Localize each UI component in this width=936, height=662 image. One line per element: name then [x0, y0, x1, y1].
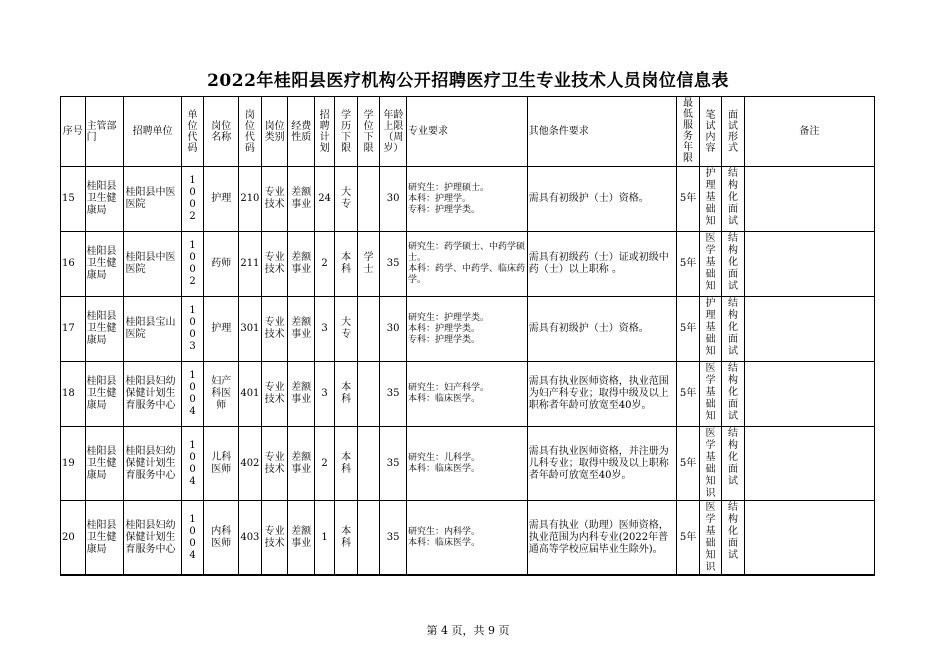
- cell-unit: 桂阳县妇幼保健计划生育服务中心: [124, 362, 181, 427]
- header-interview: 面试形式: [728, 109, 739, 154]
- header-unit-code: 单位代码: [187, 109, 198, 154]
- header-age: 年龄上限（周岁）: [383, 109, 404, 154]
- cell-unit-code: 1002: [189, 175, 196, 222]
- cell-major: 研究生：护理硕士。 本科：护理学。 专科：护理学类。: [406, 167, 527, 232]
- cell-post-type: 专业技术: [264, 317, 285, 340]
- cell-post-type: 专业技术: [264, 451, 285, 475]
- cell-dept: 桂阳县卫生健康局: [85, 362, 124, 427]
- cell-major: 研究生：内科学。 本科：临床医学。: [406, 501, 527, 576]
- cell-post-type: 专业技术: [264, 252, 285, 275]
- cell-other: 需具有执业医师资格，执业范围为妇产科专业；取得中级及以上职称者年龄可放宽至40岁。: [527, 362, 676, 427]
- cell-interview: 结构化面试: [728, 363, 739, 422]
- cell-post-name: 儿科医师: [211, 451, 232, 475]
- cell-other: 需具有执业（助理）医师资格，执业范围为内科专业(2022年普通高等学校应届毕业生除外)。: [527, 501, 676, 576]
- cell-interview: 结构化面试: [728, 428, 739, 487]
- cell-seq: 17: [61, 297, 86, 362]
- cell-funding: 差额事业: [291, 451, 312, 475]
- cell-edu: 本科: [341, 451, 352, 475]
- cell-degree: 学士: [363, 252, 374, 275]
- table-row: [61, 427, 875, 501]
- cell-unit-code: 1004: [189, 370, 196, 417]
- cell-remark: [744, 427, 874, 501]
- cell-post-name: 护理: [211, 323, 232, 334]
- cell-age: 30: [380, 297, 407, 362]
- cell-other: 需具有初级护（士）资格。: [527, 297, 676, 362]
- cell-edu: 大专: [341, 317, 352, 340]
- cell-written: 医学基础知识: [705, 502, 716, 573]
- cell-plan: 1: [314, 501, 334, 576]
- cell-post-code: 402: [239, 427, 262, 501]
- cell-funding: 差额事业: [291, 187, 312, 210]
- cell-remark: [744, 232, 874, 297]
- cell-other: 需具有执业医师资格，并注册为儿科专业；取得中级及以上职称者年龄可放宽至40岁。: [527, 427, 676, 501]
- header-major: 专业要求: [406, 97, 527, 167]
- cell-post-name: 药师: [211, 258, 232, 269]
- cell-dept: 桂阳县卫生健康局: [85, 167, 124, 232]
- page-footer: 第 4 页，共 9 页: [426, 624, 510, 637]
- header-seq: 序号: [61, 97, 86, 167]
- cell-unit: 桂阳县妇幼保健计划生育服务中心: [124, 427, 181, 501]
- cell-interview: 结构化面试: [728, 502, 739, 561]
- cell-service: 5年: [677, 501, 700, 576]
- cell-post-type: 专业技术: [264, 382, 285, 405]
- cell-plan: 3: [314, 362, 334, 427]
- cell-service: 5年: [677, 297, 700, 362]
- cell-post-type: 专业技术: [264, 525, 285, 549]
- cell-plan: 24: [314, 167, 334, 232]
- cell-post-code: 210: [239, 167, 262, 232]
- cell-unit: 桂阳县中医医院: [124, 167, 181, 232]
- table-row: [61, 297, 875, 362]
- cell-age: 35: [380, 362, 407, 427]
- cell-written: 护理基础知: [705, 168, 716, 227]
- cell-other: 需具有初级药（士）证或初级中药（士）以上职称 。: [527, 232, 676, 297]
- cell-major: 研究生：护理学类。 本科：护理学类。 专科：护理学类。: [406, 297, 527, 362]
- cell-plan: 2: [314, 427, 334, 501]
- cell-dept: 桂阳县卫生健康局: [85, 297, 124, 362]
- header-remark: 备注: [744, 97, 874, 167]
- cell-interview: 结构化面试: [728, 168, 739, 227]
- cell-remark: [744, 362, 874, 427]
- cell-edu: 大专: [341, 187, 352, 210]
- cell-age: 35: [380, 501, 407, 576]
- cell-unit: 桂阳县中医医院: [124, 232, 181, 297]
- cell-dept: 桂阳县卫生健康局: [85, 232, 124, 297]
- cell-post-type: 专业技术: [264, 187, 285, 210]
- cell-remark: [744, 297, 874, 362]
- cell-seq: 18: [61, 362, 86, 427]
- cell-major: 研究生：药学硕士、中药学硕士。 本科：药学、中药学、临床药学。: [406, 232, 527, 297]
- table-header-row: [61, 97, 875, 167]
- cell-interview: 结构化面试: [728, 298, 739, 357]
- header-service: 最低服务年限: [683, 98, 694, 164]
- header-plan: 招聘计划: [319, 109, 330, 154]
- header-dept: 主管部门: [85, 97, 124, 167]
- header-post-code: 岗位代码: [244, 109, 255, 154]
- cell-post-code: 403: [239, 501, 262, 576]
- cell-remark: [744, 167, 874, 232]
- positions-table: [60, 96, 875, 576]
- cell-funding: 差额事业: [291, 382, 312, 405]
- cell-post-code: 211: [239, 232, 262, 297]
- cell-written: 医学基础知识: [705, 428, 716, 499]
- cell-post-code: 401: [239, 362, 262, 427]
- table-row: [61, 167, 875, 232]
- table-row: [61, 501, 875, 576]
- cell-edu: 本科: [341, 382, 352, 405]
- cell-major: 研究生：妇产科学。 本科：临床医学。: [406, 362, 527, 427]
- cell-funding: 差额事业: [291, 525, 312, 549]
- header-unit: 招聘单位: [124, 97, 181, 167]
- cell-post-code: 301: [239, 297, 262, 362]
- cell-unit-code: 1003: [189, 305, 196, 352]
- cell-other: 需具有初级护（士）资格。: [527, 167, 676, 232]
- header-edu: 学历下限: [341, 109, 352, 154]
- cell-seq: 19: [61, 427, 86, 501]
- cell-major: 研究生：儿科学。 本科：临床医学。: [406, 427, 527, 501]
- cell-service: 5年: [677, 427, 700, 501]
- cell-age: 35: [380, 427, 407, 501]
- cell-seq: 15: [61, 167, 86, 232]
- cell-edu: 本科: [341, 252, 352, 275]
- cell-edu: 本科: [341, 525, 352, 549]
- cell-written: 医学基础知: [705, 233, 716, 292]
- cell-age: 35: [380, 232, 407, 297]
- cell-written: 护理基础知: [705, 298, 716, 357]
- cell-funding: 差额事业: [291, 317, 312, 340]
- cell-age: 30: [380, 167, 407, 232]
- table-row: [61, 362, 875, 427]
- cell-plan: 2: [314, 232, 334, 297]
- cell-funding: 差额事业: [291, 252, 312, 275]
- cell-interview: 结构化面试: [728, 233, 739, 292]
- cell-unit-code: 1002: [189, 240, 196, 287]
- cell-written: 医学基础知: [705, 363, 716, 422]
- cell-unit-code: 1004: [189, 513, 196, 561]
- header-degree: 学位下限: [363, 109, 374, 154]
- header-funding: 经费性质: [291, 120, 312, 143]
- header-post-name: 岗位名称: [211, 120, 232, 143]
- cell-dept: 桂阳县卫生健康局: [85, 427, 124, 501]
- cell-service: 5年: [677, 232, 700, 297]
- cell-service: 5年: [677, 167, 700, 232]
- cell-plan: 3: [314, 297, 334, 362]
- cell-seq: 20: [61, 501, 86, 576]
- cell-service: 5年: [677, 362, 700, 427]
- header-written: 笔试内容: [705, 109, 716, 154]
- cell-post-name: 妇产科医师: [211, 376, 232, 411]
- header-post-type: 岗位类别: [264, 120, 285, 143]
- page-title: 2022年桂阳县医疗机构公开招聘医疗卫生专业技术人员岗位信息表: [207, 71, 729, 91]
- cell-dept: 桂阳县卫生健康局: [85, 501, 124, 576]
- table-row: [61, 232, 875, 297]
- cell-remark: [744, 501, 874, 576]
- cell-seq: 16: [61, 232, 86, 297]
- cell-unit: 桂阳县妇幼保健计划生育服务中心: [124, 501, 181, 576]
- cell-post-name: 护理: [211, 193, 232, 204]
- header-other: 其他条件要求: [527, 97, 676, 167]
- cell-post-name: 内科医师: [211, 525, 232, 549]
- cell-unit-code: 1004: [189, 439, 196, 487]
- cell-unit: 桂阳县宝山医院: [124, 297, 181, 362]
